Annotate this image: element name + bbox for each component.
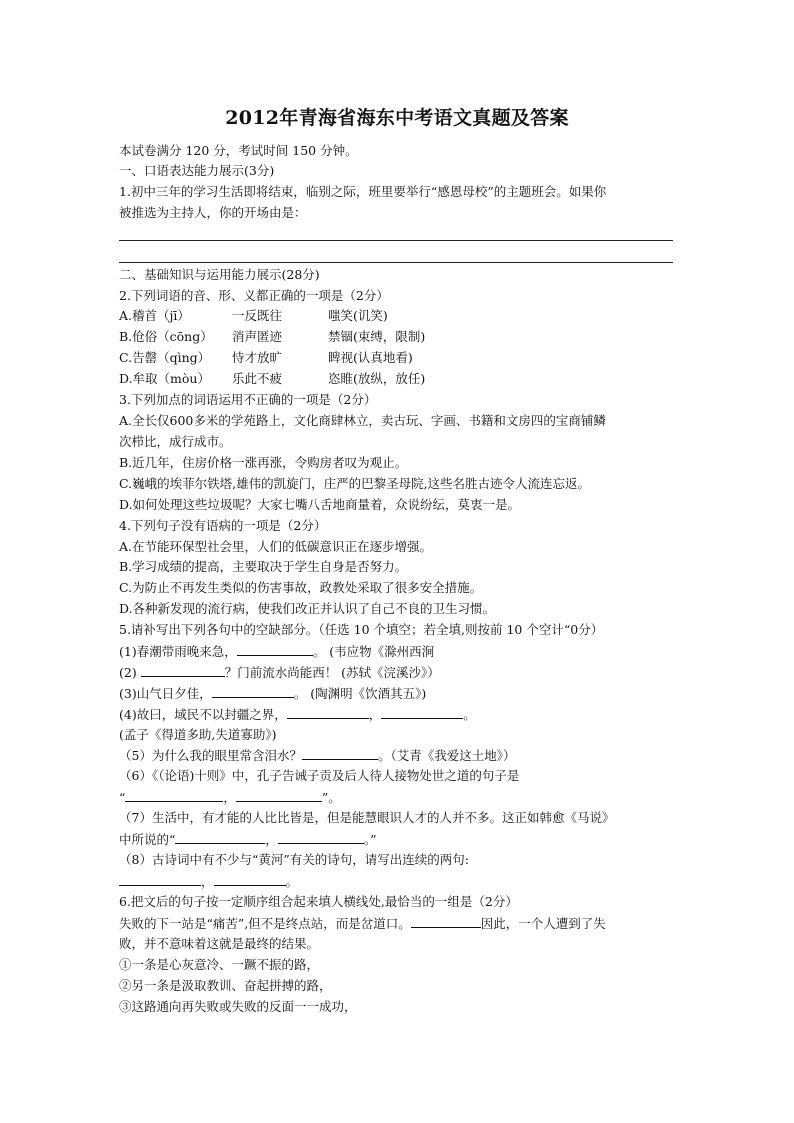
option-word-2: 乐此不疲: [232, 371, 283, 386]
question-5-item-8-blanks: ， 。: [119, 873, 298, 890]
option-word-2: 一反既往: [232, 308, 283, 323]
section-2-heading: 二、基础知识与运用能力展示(28分): [119, 267, 320, 282]
question-1-line-1: 1.初中三年的学习生活即将结束，临别之际，班里要举行“感恩母校”的主题班会。如果你: [119, 184, 607, 199]
question-6-sentence-1: ①一条是心灰意冷、一蹶不振的路，: [119, 957, 320, 972]
question-3: 3.下列加点的词语运用不正确的一项是（2分）: [119, 392, 377, 407]
question-3-option-a-cont: 次栉比，成行成市。: [119, 434, 232, 449]
answer-line: [119, 240, 673, 241]
question-2: 2.下列词语的音、形、义都正确的一项是（2分）: [119, 288, 389, 303]
question-4-option-d: D.各种新发现的流行病，使我们改正并认识了自己不良的卫生习惯。: [119, 601, 496, 616]
question-5-item-8: （8）古诗词中有不少与“黄河”有关的诗句，请写出连续的两句:: [119, 852, 469, 867]
question-5-item-1: (1)春潮带雨晚来急， 。 (韦应物《滁州西涧: [119, 644, 435, 659]
fill-blank: [175, 831, 265, 844]
question-5-item-6: （6）《（论语)十则》中，孔子告诫子贡及后人待人接物处世之道的句子是: [119, 768, 520, 783]
question-5-item-7-blanks: 中所说的“ ， 。”: [119, 832, 377, 847]
fill-blank: [212, 685, 294, 698]
option-word-2: 消声匿迹: [232, 329, 283, 344]
question-3-option-b: B.近几年，住房价格一涨再涨，令购房者叹为观止。: [119, 455, 408, 470]
question-5-item-6-blanks: “ ， ”。: [119, 790, 341, 805]
option-word-3: 嗤笑(讥笑): [328, 308, 388, 323]
option-word-1: A.稽首（jī）: [119, 308, 190, 323]
fill-blank: [381, 706, 463, 719]
fill-blank: [278, 831, 364, 844]
question-4-option-c: C.为防止不再发生类似的伤害事故，政教处采取了很多安全措施。: [119, 580, 483, 595]
question-5-item-4: (4)故曰，域民不以封疆之界， ， 。: [119, 707, 476, 722]
option-word-2: 恃才放旷: [232, 350, 283, 365]
question-5: 5.请补写出下列各句中的空缺部分。（任选 10 个填空；若全填,则按前 10 个空计“0分）: [119, 622, 604, 637]
option-word-1: D.牟取（mòu）: [119, 371, 210, 386]
question-4-option-a: A.在节能环保型社会里，人们的低碳意识正在逐步增强。: [119, 539, 433, 554]
page-title: 2012年青海省海东中考语文真题及答案: [225, 107, 569, 129]
fill-blank: [236, 789, 322, 802]
question-6-sentence-3: ③这路通向再失败或失败的反面一一成功，: [119, 999, 357, 1014]
question-2-option: [119, 308, 388, 324]
fill-blank: [119, 873, 201, 886]
question-2-option: [119, 350, 413, 366]
question-5-item-7: （7）生活中，有才能的人比比皆是，但是能慧眼识人才的人并不多。这正如韩愈《马说》: [119, 810, 615, 825]
fill-blank: [214, 873, 286, 886]
question-5-item-5: （5）为什么我的眼里常含泪水？ 。（艾青《我爱这土地》）: [119, 748, 516, 763]
option-word-3: 禁锢(束缚，限制): [328, 329, 426, 344]
question-6-passage-line-2: 败，并不意味着这就是最终的结果。: [119, 936, 320, 951]
question-5-item-3: (3)山气日夕佳， 。 (陶渊明《饮酒其五》): [119, 686, 427, 701]
option-word-1: C.告罄（qìng）: [119, 350, 211, 365]
question-1-line-2: 被推选为主持人，你的开场由是：: [119, 205, 307, 220]
question-6-passage-line-1: 失败的下一站是“痛苦”,但不是终点站，而是岔道口。 因此，一个人遭到了失: [119, 916, 606, 931]
question-2-option: [119, 329, 425, 345]
fill-blank: [287, 706, 369, 719]
question-4-option-b: B.学习成绩的提高，主要取决于学生自身是否努力。: [119, 559, 408, 574]
option-word-1: B.伧俗（cōng）: [119, 329, 213, 344]
question-5-item-4-source: (孟子《得道多助,失道寡助》): [119, 727, 277, 742]
question-2-option: [119, 371, 425, 387]
fill-blank: [411, 915, 481, 928]
fill-blank: [141, 664, 225, 677]
fill-blank: [237, 643, 313, 656]
question-4: 4.下列句子没有语病的一项是（2分）: [119, 518, 327, 533]
question-3-option-a: A.全长仅600多米的学苑路上，文化商肆林立，卖古玩、字画、书籍和文房四的宝商铺鳞: [119, 413, 606, 428]
question-6-sentence-2: ②另一条是汲取教训、奋起拼搏的路，: [119, 978, 332, 993]
question-3-option-c: C.巍峨的埃菲尔铁塔,雄伟的凯旋门，庄严的巴黎圣母院,这些名胜古迹令人流连忘返。: [119, 476, 591, 491]
fill-blank: [302, 747, 378, 760]
section-1-heading: 一、口语表达能力展示(3分): [119, 163, 275, 178]
intro-text: 本试卷满分 120 分，考试时间 150 分钟。: [119, 143, 358, 158]
question-6: 6.把文后的句子按一定顺序组合起来填人横线处,最恰当的一组是（2分）: [119, 894, 518, 909]
question-5-item-2: (2) ？门前流水尚能西！ (苏轼《浣溪沙》）: [119, 665, 440, 680]
answer-line: [119, 262, 673, 263]
fill-blank: [125, 789, 223, 802]
question-3-option-d: D.如何处理这些垃圾呢？大家七嘴八舌地商量着，众说纷纭，莫衷一是。: [119, 497, 521, 512]
option-word-3: 睥视(认真地看): [328, 350, 413, 365]
option-word-3: 恣睢(放纵，放任): [328, 371, 426, 386]
